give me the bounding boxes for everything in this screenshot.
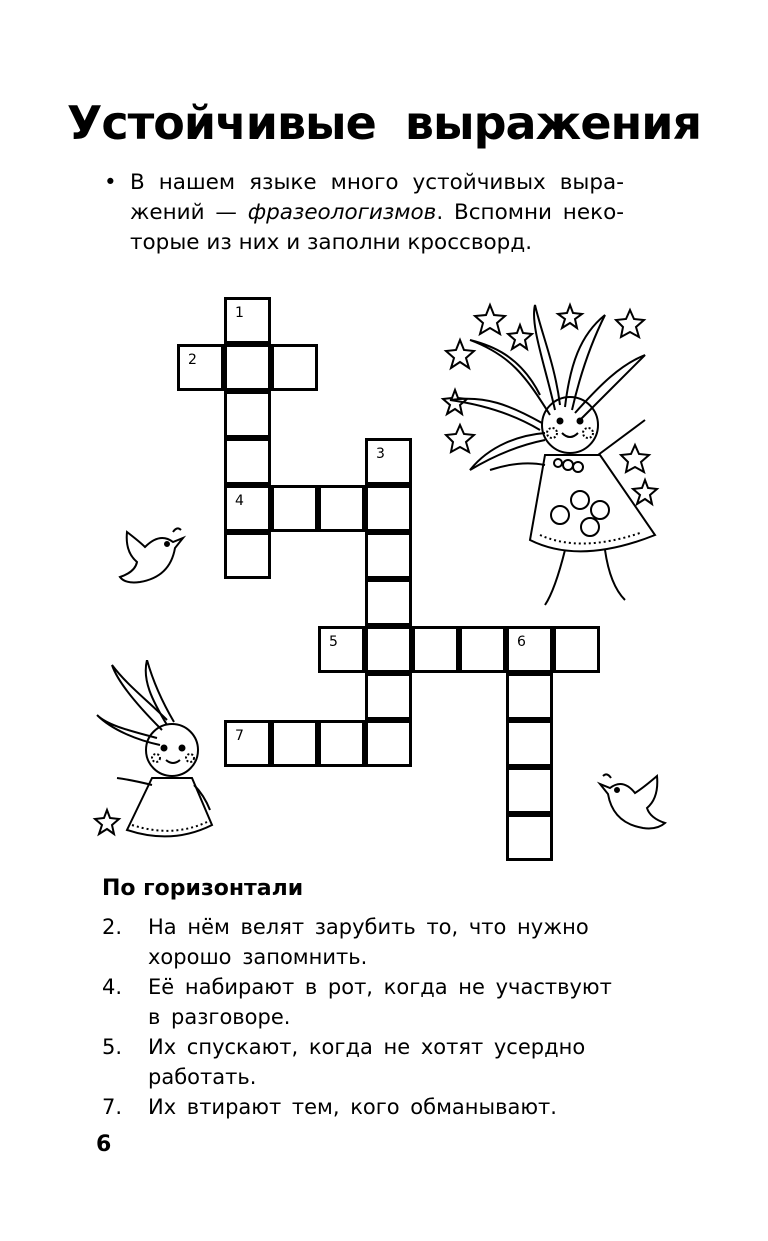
- crossword-cell[interactable]: [318, 485, 365, 532]
- crossword-cell[interactable]: [365, 485, 412, 532]
- clue-number: 4: [235, 493, 244, 509]
- crossword-cell[interactable]: [224, 532, 271, 579]
- crossword-cell[interactable]: [318, 720, 365, 767]
- instructions-line-3: торые из них и заполни кроссворд.: [130, 230, 533, 255]
- crossword-cell[interactable]: [271, 344, 318, 391]
- crossword-cell[interactable]: [506, 767, 553, 814]
- crossword-cell[interactable]: [271, 720, 318, 767]
- crossword-cell[interactable]: [365, 673, 412, 720]
- clue-num: 7.: [102, 1095, 123, 1119]
- clue-number: 2: [188, 352, 197, 368]
- crossword-cell[interactable]: [365, 626, 412, 673]
- crossword-cell[interactable]: [177, 344, 224, 391]
- crossword-cell[interactable]: [224, 485, 271, 532]
- crossword-cell[interactable]: [506, 626, 553, 673]
- instructions-line-2: жений — фразеологизмов. Вспомни неко-: [130, 200, 624, 225]
- small-girl-illustration: [92, 660, 222, 850]
- clues-heading: По горизонтали: [102, 876, 304, 901]
- bird-illustration: [115, 522, 190, 592]
- clue-number: 5: [329, 634, 338, 650]
- crossword-cell[interactable]: [412, 626, 459, 673]
- clue-number: 3: [376, 446, 385, 462]
- instructions-line-1: В нашем языке много устойчивых выра-: [130, 170, 624, 195]
- crossword-cell[interactable]: [365, 438, 412, 485]
- crossword-cell[interactable]: [365, 579, 412, 626]
- clue-num: 4.: [102, 975, 123, 999]
- crossword-cell[interactable]: [224, 391, 271, 438]
- crossword-cell[interactable]: [553, 626, 600, 673]
- crossword-cell[interactable]: [506, 673, 553, 720]
- clue-number: 6: [517, 634, 526, 650]
- crossword-cell[interactable]: [318, 626, 365, 673]
- hair-strands: [450, 305, 645, 470]
- crossword-cell[interactable]: [459, 626, 506, 673]
- clue-number: 7: [235, 728, 244, 744]
- clue-num: 5.: [102, 1035, 123, 1059]
- emphasis-phraseologisms: фразеологизмов: [247, 200, 437, 225]
- clue-number: 1: [235, 305, 244, 321]
- crossword-cell[interactable]: [271, 485, 318, 532]
- page-number: 6: [96, 1132, 112, 1157]
- crossword-cell[interactable]: [365, 532, 412, 579]
- bird-illustration: [595, 768, 670, 838]
- crossword-cell[interactable]: [224, 297, 271, 344]
- clue-num: 2.: [102, 915, 123, 939]
- crossword-cell[interactable]: [506, 720, 553, 767]
- bullet: •: [104, 170, 117, 195]
- page-title: Устойчивые выражения: [66, 96, 702, 150]
- crossword-cell[interactable]: [224, 438, 271, 485]
- face: [542, 397, 598, 453]
- crossword-cell[interactable]: [224, 720, 271, 767]
- crossword-cell[interactable]: [506, 814, 553, 861]
- girl-with-stars-illustration: [430, 295, 670, 625]
- crossword-cell[interactable]: [365, 720, 412, 767]
- crossword-cell[interactable]: [224, 344, 271, 391]
